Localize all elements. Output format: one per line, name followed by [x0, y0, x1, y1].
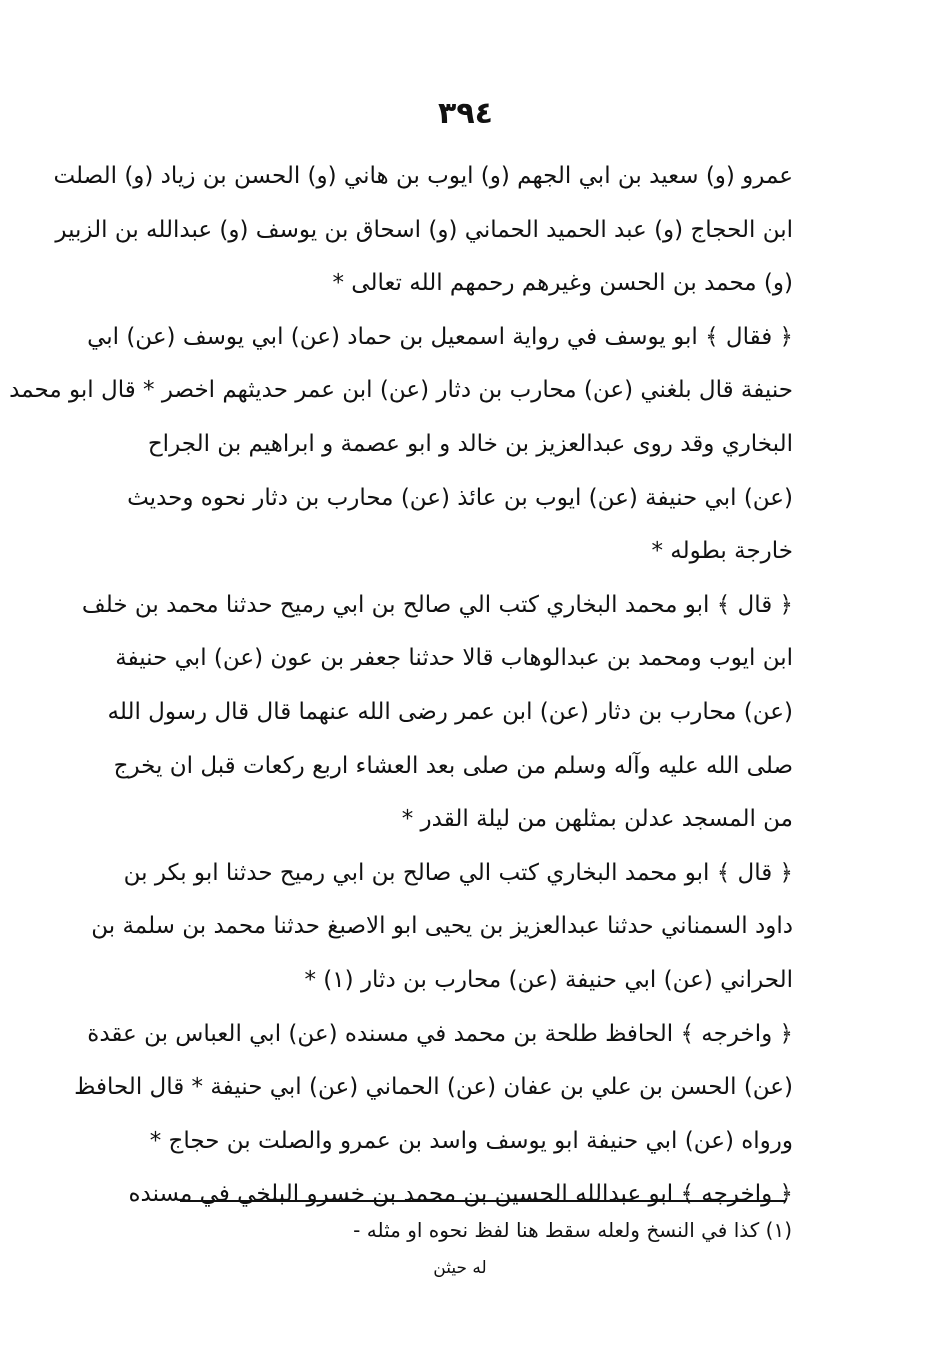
- text-line: ﴿ قال ﴾ ابو محمد البخاري كتب الي صالح بن ابي رميح حدثنا ابو بكر بن: [123, 859, 793, 886]
- footnote-rule: [180, 1200, 785, 1202]
- text-line: داود السمناني حدثنا عبدالعزيز بن يحيى ابو الاصبغ حدثنا محمد بن سلمة بن: [91, 913, 793, 940]
- stamp-mark: له حيثن: [433, 1258, 487, 1278]
- text-line: صلى الله عليه وآله وسلم من صلى بعد العشاء اربع ركعات قبل ان يخرج: [113, 752, 793, 779]
- body-text: [9, 150, 793, 1222]
- text-line: عمرو (و) سعيد بن ابي الجهم (و) ايوب بن هاني (و) الحسن بن زياد (و) الصلت: [53, 163, 793, 189]
- text-line: ﴿ واخرجه ﴾ ابو عبدالله الحسين بن محمد بن خسرو البلخي في مسنده: [128, 1181, 793, 1208]
- text-line: ابن الحجاج (و) عبد الحميد الحماني (و) اسحاق بن يوسف (و) عبدالله بن الزبير: [55, 216, 793, 243]
- text-line: البخاري وقد روى عبدالعزيز بن خالد و ابو عصمة و ابراهيم بن الجراح: [147, 430, 793, 457]
- footnote: (١) كذا في النسخ ولعله سقط هنا لفظ نحوه او مثله -: [353, 1218, 792, 1242]
- text-line: من المسجد عدلن بمثلهن من ليلة القدر *: [401, 806, 793, 833]
- text-line: (و) محمد بن الحسن وغيرهم رحمهم الله تعالى *: [332, 270, 793, 297]
- text-line: (عن) الحسن بن علي بن عفان (عن) الحماني (عن) ابي حنيفة * قال الحافظ: [74, 1074, 793, 1101]
- text-line: ﴿ قال ﴾ ابو محمد البخاري كتب الي صالح بن ابي رميح حدثنا محمد بن خلف: [81, 591, 793, 618]
- text-line: حنيفة قال بلغني (عن) محارب بن دثار (عن) ابن عمر حديثهم اخصر * قال ابو محمد: [9, 377, 793, 404]
- text-line: ﴿ فقال ﴾ ابو يوسف في رواية اسمعيل بن حماد (عن) ابي يوسف (عن) ابي: [87, 323, 793, 350]
- text-line: ﴿ واخرجه ﴾ الحافظ طلحة بن محمد في مسنده (عن) ابي العباس بن عقدة: [87, 1020, 793, 1047]
- text-line: (عن) ابي حنيفة (عن) ايوب بن عائذ (عن) محارب بن دثار نحوه وحديث: [127, 484, 793, 511]
- page-number: ٣٩٤: [438, 96, 493, 131]
- text-line: خارجة بطوله *: [651, 538, 793, 565]
- text-line: ورواه (عن) ابي حنيفة ابو يوسف واسد بن عمرو والصلت بن حجاج *: [149, 1127, 793, 1154]
- text-line: ابن ايوب ومحمد بن عبدالوهاب قالا حدثنا جعفر بن عون (عن) ابي حنيفة: [115, 645, 793, 672]
- text-line: (عن) محارب بن دثار (عن) ابن عمر رضى الله عنهما قال قال رسول الله: [107, 698, 793, 725]
- text-line: الحراني (عن) ابي حنيفة (عن) محارب بن دثار (١) *: [304, 966, 793, 993]
